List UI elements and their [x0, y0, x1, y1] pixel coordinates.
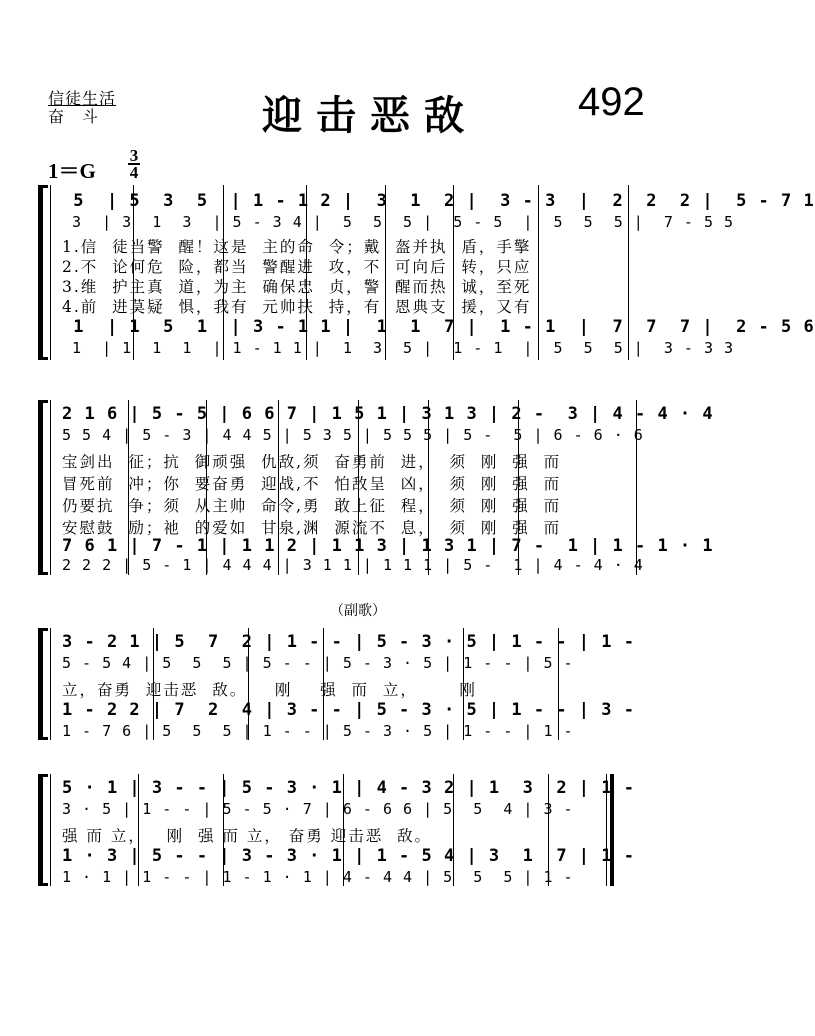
category-label: 信徒生活: [48, 89, 117, 108]
verse-1-lyrics: 1.信 徒当警 醒！这是 主的命 令；戴 盔并执 盾，手擎: [62, 238, 532, 256]
subcategory-label: 奋斗: [48, 107, 117, 126]
music-system-1: [38, 185, 815, 360]
alto-line: 3 | 3 1 3 | 5 - 3 4 | 5 5 5 | 5 - 5 | 5 5 5 | 7 - 5 5: [62, 213, 735, 231]
verse-1-lyrics: 宝剑出 征；抗 御顽强 仇敌,须 奋勇前 进， 须 刚 强 而: [62, 453, 562, 471]
soprano-line: 5 · 1 | 3 - - | 5 - 3 · 1 | 4 - 3 2 | 1 3 2 | 1 -: [62, 778, 635, 798]
chorus-label: （副歌）: [330, 603, 386, 619]
verse-4-lyrics: 安慰鼓 励；祂 的爱如 甘泉,渊 源流不 息， 须 刚 强 而: [62, 519, 562, 537]
verse-3-lyrics: 3.维 护主真 道，为主 确保忠 贞，警 醒而热 诚，至死: [62, 278, 532, 296]
bass-line: 2 2 2 | 5 - 1 | 4 4 4 | 3 1 1 | 1 1 1 | 5 - 1 | 4 - 4 · 4: [62, 556, 644, 574]
tenor-line: 1 | 1 5 1 | 3 - 1 1 | 1 1 7 | 1 - 1 | 7 7 7 | 2 - 5 6: [62, 317, 815, 337]
verse-2-lyrics: 冒死前 冲；你 要奋勇 迎战,不 怕敌呈 凶， 须 刚 强 而: [62, 475, 562, 493]
soprano-line: 3 - 2 1 | 5 7 2 | 1 - - | 5 - 3 · 5 | 1 - - | 1 -: [62, 632, 635, 652]
bass-line: 1 · 1 | 1 - - | 1 - 1 · 1 | 4 - 4 4 | 5 5 5 | 1 -: [62, 868, 574, 886]
chorus-lyrics: 强 而 立， 刚 强 而 立， 奋勇 迎击恶 敌。: [62, 827, 433, 845]
time-signature: [128, 148, 140, 180]
hymn-title: 迎击恶敌: [262, 92, 478, 139]
tenor-line: 1 - 2 2 | 7 2 4 | 3 - - | 5 - 3 · 5 | 1 - - | 3 -: [62, 700, 635, 720]
time-signature-bottom: 4: [129, 163, 139, 182]
music-system-3: [38, 628, 635, 740]
key-signature: 1＝G: [48, 159, 96, 183]
soprano-line: 5 | 5 3 5 | 1 - 1 2 | 3 1 2 | 3 - 3 | 2 2 2 | 5 - 7 1: [62, 191, 815, 211]
tenor-line: 1 · 3 | 5 - - | 3 - 3 · 1 | 1 - 5 4 | 3 1 7 | 1 -: [62, 846, 635, 866]
bass-line: 1 - 7 6 | 5 5 5 | 1 - - | 5 - 3 · 5 | 1 - - | 1 -: [62, 722, 574, 740]
time-signature-top: 3: [129, 146, 139, 165]
chorus-lyrics: 立，奋勇 迎击恶 敌。 刚 强 而 立， 刚: [62, 681, 477, 699]
alto-line: 5 - 5 4 | 5 5 5 | 5 - - | 5 - 3 · 5 | 1 - - | 5 -: [62, 654, 574, 672]
music-system-2: [38, 400, 714, 575]
music-system-4: [38, 774, 635, 886]
alto-line: 5 5 4 | 5 - 3 | 4 4 5 | 5 3 5 | 5 5 5 | 5 - 5 | 6 - 6 · 6: [62, 426, 644, 444]
hymn-number: 492: [578, 80, 645, 124]
verse-4-lyrics: 4.前 进莫疑 惧，我有 元帅扶 持，有 恩典支 援，又有: [62, 298, 532, 316]
verse-2-lyrics: 2.不 论何危 险，都当 警醒进 攻，不 可向后 转，只应: [62, 258, 532, 276]
tenor-line: 7 6 1 | 7 - 1 | 1 1 2 | 1 1 3 | 1 3 1 | 7 - 1 | 1 - 1 · 1: [62, 536, 714, 556]
verse-3-lyrics: 仍要抗 争；须 从主帅 命令,勇 敢上征 程， 须 刚 强 而: [62, 497, 562, 515]
bass-line: 1 | 1 1 1 | 1 - 1 1 | 1 3 5 | 1 - 1 | 5 5 5 | 3 - 3 3: [62, 339, 735, 357]
alto-line: 3 · 5 | 1 - - | 5 - 5 · 7 | 6 - 6 6 | 5 5 4 | 3 -: [62, 800, 574, 818]
soprano-line: 2 1 6 | 5 - 5 | 6 6 7 | 1 5 1 | 3 1 3 | 2 - 3 | 4 - 4 · 4: [62, 404, 714, 424]
